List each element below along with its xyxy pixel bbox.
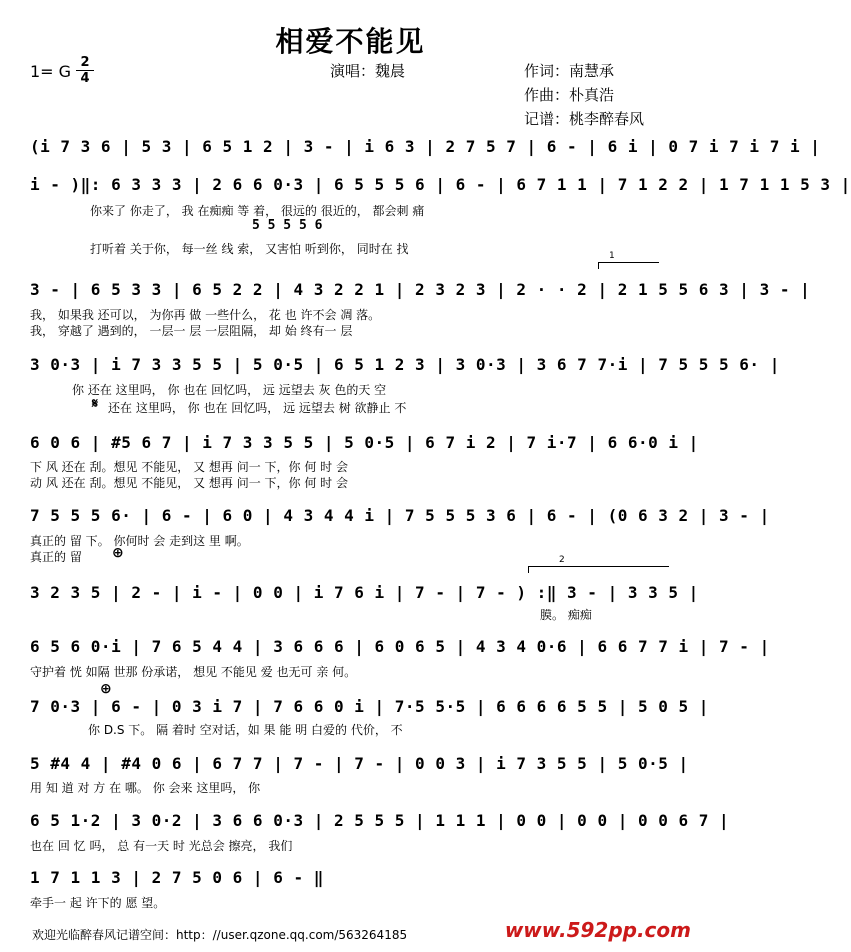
lyrics-row-2-verse-2: 打听着 关于你， 每一丝 线 索， 又害怕 听到你， 同时在 找: [90, 242, 409, 256]
lyrics-row-10: 用 知 道 对 方 在 哪。 你 会来 这里吗， 你: [30, 781, 261, 795]
lyricist-credit: 作词：南慧承: [524, 62, 615, 80]
notation-row-10: 5 #4 4 | #4 0 6 | 6 7 7 | 7 - | 7 - | 0 0 3 | i 7 3 5 5 | 5 0·5 |: [30, 754, 689, 773]
song-title: 相爱不能见: [275, 25, 426, 58]
lyrics-row-5-verse-1: 下 风 还在 刮。想见 不能见， 又 想再 问一 下，你 何 时 会: [30, 460, 348, 474]
lyrics-row-9: 你 D.S 下。 隔 着时 空对话，如 果 能 明 白爱的 代价， 不: [88, 723, 403, 737]
footer-text: 欢迎光临醉春风记谱空间：http：//user.qzone.qq.com/563264185: [32, 928, 408, 942]
notation-row-2: i - )‖: 6 3 3 3 | 2 6 6 0·3 | 6 5 5 5 6 | 6 - | 6 7 1 1 | 7 1 2 2 | 1 7 1 1 5 3 |: [30, 175, 851, 194]
notation-row-6: 7 5 5 5 6· | 6 - | 6 0 | 4 3 4 4 i | 7 5 5 5 3 6 | 6 - | (0 6 3 2 | 3 - |: [30, 506, 770, 525]
lyrics-row-3-verse-1: 我， 如果我 还可以， 为你再 做 一些什么， 花 也 许不会 凋 落。: [30, 308, 381, 322]
lyrics-row-2-alt-notes: 5 5 5 5 6: [252, 218, 323, 233]
lyrics-row-6-verse-2: 真正的 留: [30, 550, 82, 564]
notation-row-5: 6 0 6 | #5 6 7 | i 7 3 3 5 5 | 5 0·5 | 6 7 i 2 | 7 i·7 | 6 6·0 i |: [30, 433, 699, 452]
lyrics-row-3-verse-2: 我， 穿越了 遇到的， 一层一 层 一层阻隔， 却 始 终有一 层: [30, 324, 353, 338]
time-signature-top: 2: [80, 55, 90, 70]
lyrics-row-12: 牵手一 起 许下的 愿 望。: [30, 896, 166, 910]
segno-symbol: 𝄋: [92, 396, 99, 412]
coda-symbol-2: ⊕: [100, 681, 112, 697]
notation-row-7: 3 2 3 5 | 2 - | i - | 0 0 | i 7 6 i | 7 - | 7 - ) :‖ 3 - | 3 3 5 |: [30, 583, 699, 602]
notation-row-1: (i 7 3 6 | 5 3 | 6 5 1 2 | 3 - | i 6 3 | 2 7 5 7 | 6 - | 6 i | 0 7 i 7 i 7 i |: [30, 137, 821, 156]
transcriber-credit: 记谱：桃李醉春风: [524, 110, 645, 128]
coda-symbol: ⊕: [112, 545, 124, 561]
volta-bracket-1: 1: [598, 262, 659, 269]
lyrics-row-4-verse-1: 你 还在 这里吗， 你 也在 回忆吗， 远 远望去 灰 色的天 空: [72, 383, 387, 397]
notation-row-8: 6 5 6 0·i | 7 6 5 4 4 | 3 6 6 6 | 6 0 6 5 | 4 3 4 0·6 | 6 6 7 7 i | 7 - |: [30, 637, 770, 656]
notation-row-9: 7 0·3 | 6 - | 0 3 i 7 | 7 6 6 0 i | 7·5 5·5 | 6 6 6 6 5 5 | 5 0 5 |: [30, 697, 709, 716]
notation-row-12: 1 7 1 1 3 | 2 7 5 0 6 | 6 - ‖: [30, 868, 324, 887]
composer-credit: 作曲：朴真浩: [524, 86, 615, 104]
lyrics-row-11: 也在 回 忆 吗， 总 有一天 时 光总会 擦亮， 我们: [30, 839, 293, 853]
time-signature: [76, 56, 94, 85]
lyrics-row-2-verse-1: 你来了 你走了， 我 在痴痴 等 着， 很远的 很近的， 都会刺 痛: [90, 204, 425, 218]
volta-bracket-2: 2: [528, 566, 669, 573]
lyrics-row-4-verse-2: 还在 这里吗， 你 也在 回忆吗， 远 远望去 树 欲静止 不: [108, 401, 407, 415]
lyrics-row-6-verse-1: 真正的 留 下。 你何时 会 走到这 里 啊。: [30, 534, 249, 548]
key-signature: 1= G: [30, 62, 72, 81]
time-signature-bottom: 4: [80, 71, 90, 86]
lyrics-row-5-verse-2: 动 风 还在 刮。想见 不能见， 又 想再 问一 下，你 何 时 会: [30, 476, 348, 490]
lyrics-row-8: 守护着 恍 如隔 世那 份承诺， 想见 不能见 爱 也无可 亲 何。: [30, 665, 357, 679]
notation-row-4: 3 0·3 | i 7 3 3 5 5 | 5 0·5 | 6 5 1 2 3 | 3 0·3 | 3 6 7 7·i | 7 5 5 5 6· |: [30, 355, 780, 374]
lyrics-row-7: 膜。 痴痴: [540, 608, 592, 622]
notation-row-11: 6 5 1·2 | 3 0·2 | 3 6 6 0·3 | 2 5 5 5 | 1 1 1 | 0 0 | 0 0 | 0 0 6 7 |: [30, 811, 730, 830]
singer-credit: 演唱：魏晨: [330, 62, 406, 80]
notation-row-3: 3 - | 6 5 3 3 | 6 5 2 2 | 4 3 2 2 1 | 2 3 2 3 | 2 · · 2 | 2 1 5 5 6 3 | 3 - |: [30, 280, 811, 299]
site-watermark: www.592pp.com: [504, 918, 691, 942]
